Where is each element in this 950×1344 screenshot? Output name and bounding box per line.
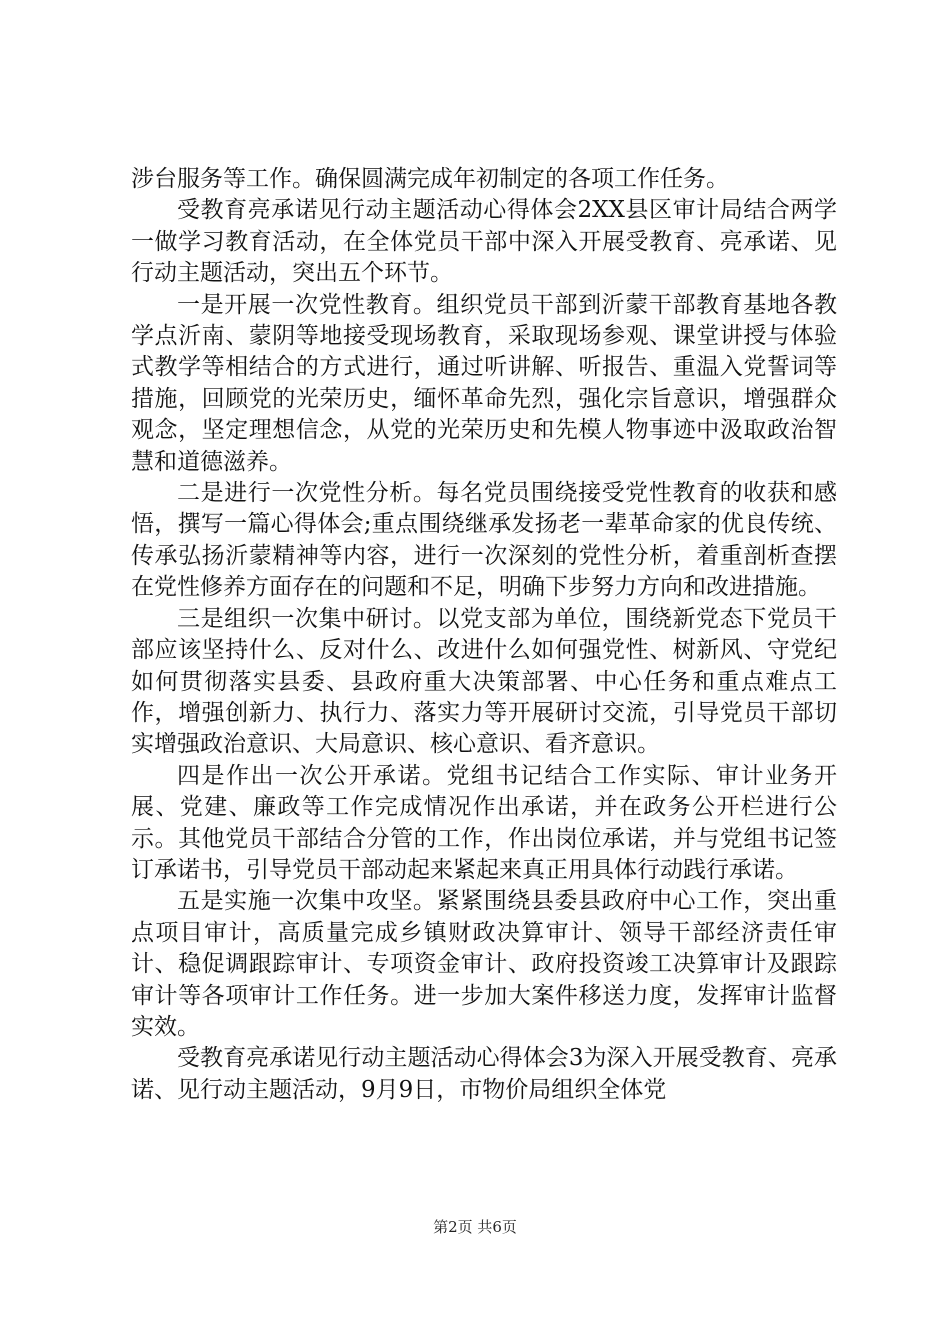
paragraph-concentrated-effort: 五是实施一次集中攻坚。紧紧围绕县委县政府中心工作，突出重点项目审计，高质量完成乡镇财政决算审计、领导干部经济责任审计、稳促调跟踪审计、专项资金审计、政府投资竣工决算审计及跟踪审计等各项审计工作任务。进一步加大案件移送力度，发挥审计监督实效。: [131, 888, 837, 1040]
paragraph-continuation: 涉台服务等工作。确保圆满完成年初制定的各项工作任务。: [131, 166, 729, 192]
paragraph-group-discussion: 三是组织一次集中研讨。以党支部为单位，围绕新党态下党员干部应该坚持什么、反对什么、改进什么如何强党性、树新风、守党纪如何贯彻落实县委、县政府重大决策部署、中心任务和重点难点工作，增强创新力、执行力、落实力等开展研讨交流，引导党员干部切实增强政治意识、大局意识、核心意识、看齐意识。: [131, 605, 837, 758]
paragraph-public-commitment: 四是作出一次公开承诺。党组书记结合工作实际、审计业务开展、党建、廉政等工作完成情况作出承诺，并在政务公开栏进行公示。其他党员干部结合分管的工作，作出岗位承诺，并与党组书记签订承诺书，引导党员干部动起来紧起来真正用具体行动践行承诺。: [131, 762, 837, 883]
paragraph-party-analysis: 二是进行一次党性分析。每名党员围绕接受党性教育的收获和感悟，撰写一篇心得体会;重点围绕继承发扬老一辈革命家的优良传统、传承弘扬沂蒙精神等内容，进行一次深刻的党性分析，着重剖析查摆在党性修养方面存在的问题和不足，明确下步努力方向和改进措施。: [131, 480, 837, 601]
paragraph-experience-2-intro: 受教育亮承诺见行动主题活动心得体会2XX县区审计局结合两学一做学习教育活动，在全体党员干部中深入开展受教育、亮承诺、见行动主题活动，突出五个环节。: [131, 197, 837, 287]
paragraph-experience-3-intro: 受教育亮承诺见行动主题活动心得体会3为深入开展受教育、亮承诺、见行动主题活动，9月9日，市物价局组织全体党: [131, 1045, 837, 1103]
page-number-footer: 第2页 共6页: [433, 1218, 517, 1236]
paragraph-party-education: 一是开展一次党性教育。组织党员干部到沂蒙干部教育基地各教学点沂南、蒙阴等地接受现场教育，采取现场参观、课堂讲授与体验式教学等相结合的方式进行，通过听讲解、听报告、重温入党誓词等措施，回顾党的光荣历史，缅怀革命先烈，强化宗旨意识，增强群众观念，坚定理想信念，从党的光荣历史和先模人物事迹中汲取政治智慧和道德滋养。: [131, 291, 837, 475]
document-body: [131, 164, 837, 1106]
